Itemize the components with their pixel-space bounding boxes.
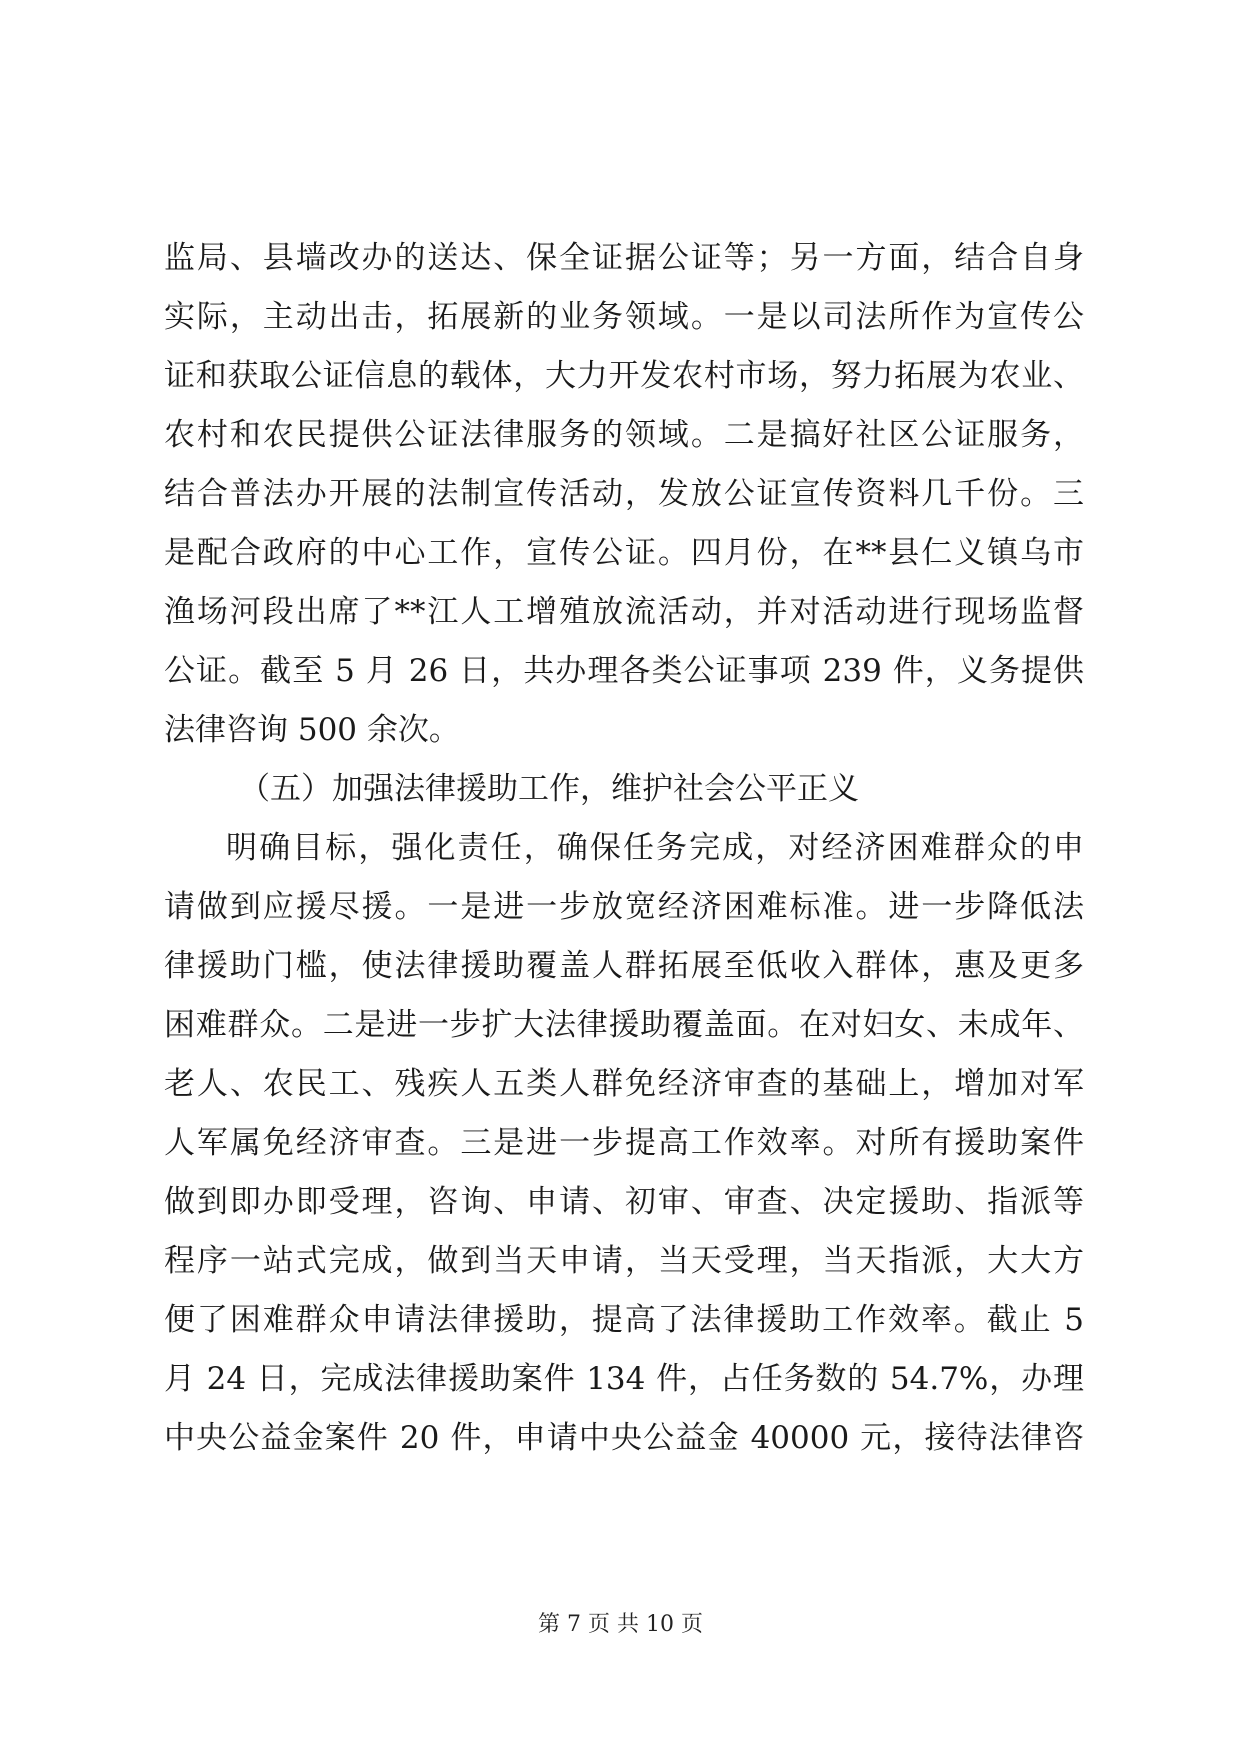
text-line: 是配合政府的中心工作，宣传公证。四月份，在**县仁义镇乌市	[164, 535, 1084, 571]
text-line: 结合普法办开展的法制宣传活动，发放公证宣传资料几千份。三	[164, 476, 1084, 512]
body-text	[164, 229, 1084, 1468]
text-line: 请做到应援尽援。一是进一步放宽经济困难标准。进一步降低法	[164, 889, 1084, 925]
text-line: 月 24 日，完成法律援助案件 134 件，占任务数的 54.7%，办理	[164, 1361, 1084, 1397]
text-line: 律援助门槛，使法律援助覆盖人群拓展至低收入群体，惠及更多	[164, 948, 1084, 984]
text-line: 做到即办即受理，咨询、申请、初审、审查、决定援助、指派等	[164, 1184, 1084, 1220]
text-line: 证和获取公证信息的载体，大力开发农村市场，努力拓展为农业、	[164, 358, 1084, 394]
section-heading: （五）加强法律援助工作，维护社会公平正义	[239, 771, 859, 807]
text-line: 明确目标，强化责任，确保任务完成，对经济困难群众的申	[226, 830, 1084, 866]
text-line: 程序一站式完成，做到当天申请，当天受理，当天指派，大大方	[164, 1243, 1084, 1279]
text-line: 监局、县墙改办的送达、保全证据公证等；另一方面，结合自身	[164, 240, 1084, 276]
text-line: 实际，主动出击，拓展新的业务领域。一是以司法所作为宣传公	[164, 299, 1084, 335]
text-line: 人军属免经济审查。三是进一步提高工作效率。对所有援助案件	[164, 1125, 1084, 1161]
text-line: 渔场河段出席了**江人工增殖放流活动，并对活动进行现场监督	[164, 594, 1084, 630]
text-line: 困难群众。二是进一步扩大法律援助覆盖面。在对妇女、未成年、	[164, 1007, 1084, 1043]
page-number-footer: 第 7 页 共 10 页	[538, 1612, 703, 1637]
text-line: 农村和农民提供公证法律服务的领域。二是搞好社区公证服务，	[164, 417, 1084, 453]
text-line: 公证。截至 5 月 26 日，共办理各类公证事项 239 件，义务提供	[164, 653, 1084, 689]
text-line: 中央公益金案件 20 件，申请中央公益金 40000 元，接待法律咨	[164, 1420, 1084, 1456]
text-line: 法律咨询 500 余次。	[164, 712, 460, 748]
text-line: 老人、农民工、残疾人五类人群免经济审查的基础上，增加对军	[164, 1066, 1084, 1102]
text-line: 便了困难群众申请法律援助，提高了法律援助工作效率。截止 5	[164, 1302, 1084, 1338]
